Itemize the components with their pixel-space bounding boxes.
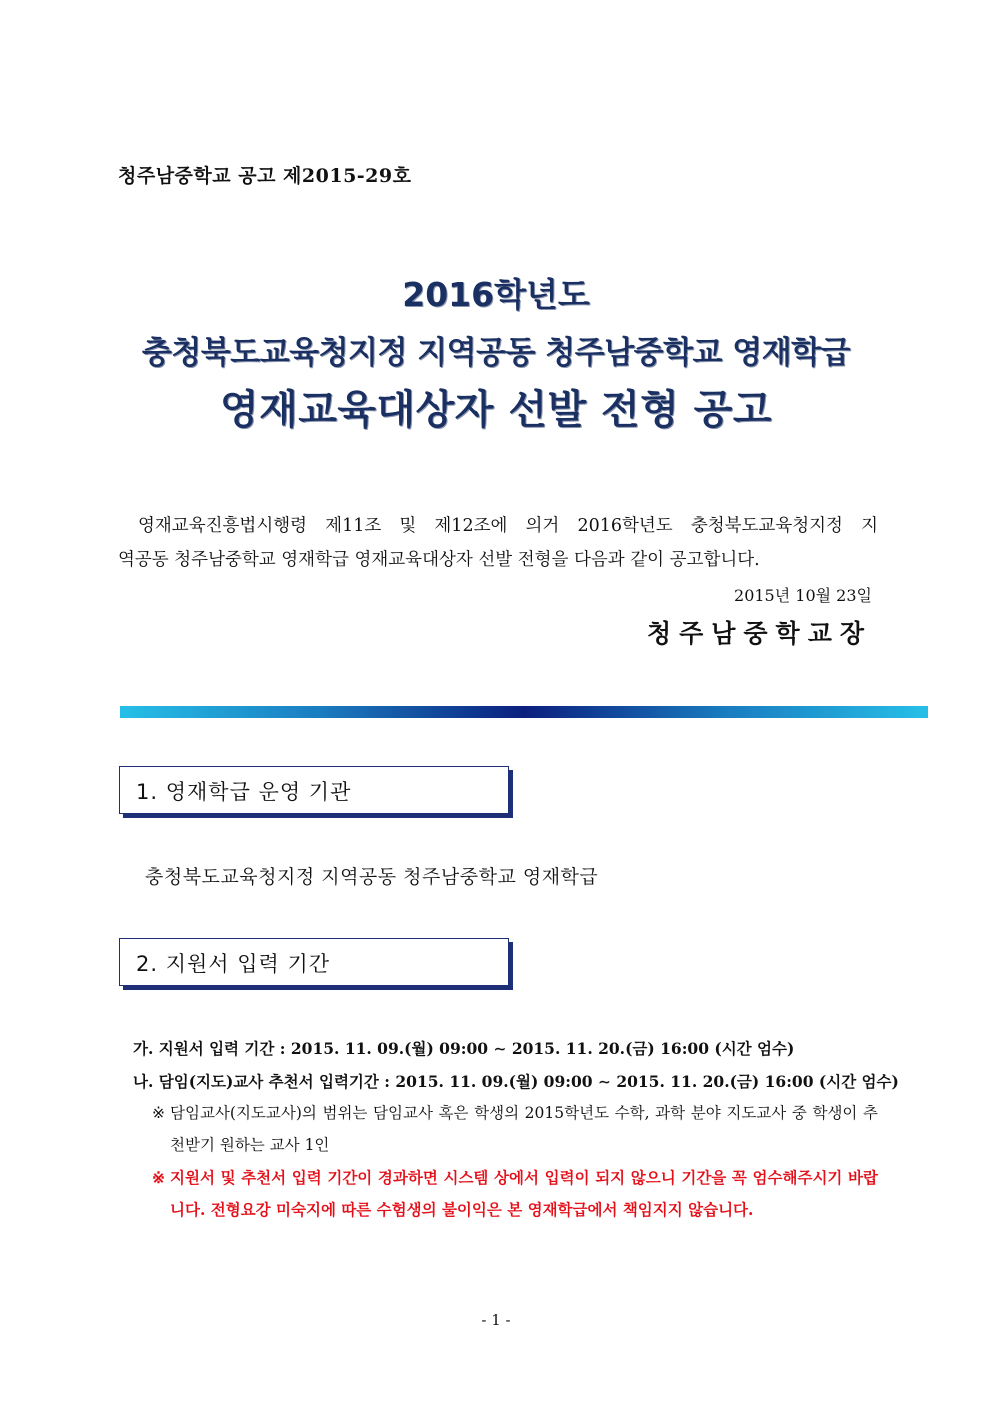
section-heading-1 — [119, 766, 509, 814]
title-main: 영재교육대상자 선발 전형 공고 — [219, 387, 773, 433]
reference-mark-icon: ※ — [152, 1104, 165, 1122]
note-deadline-warning-text: 지원서 및 추천서 입력 기간이 경과하면 시스템 상에서 입력이 되지 않으니 기간을 꼭 엄수해주시기 바랍니다. 전형요강 미숙지에 따른 수험생의 불이익은 본 영재학급에서 책임지지 않습니다. — [170, 1168, 878, 1219]
list-item-application-period: 가. 지원서 입력 기간 : 2015. 11. 09.(월) 09:00 ∼ 2015. 11. 20.(금) 16:00 (시간 엄수) — [133, 1039, 795, 1058]
section-heading-2 — [119, 938, 509, 986]
section-heading-1-text: 1. 영재학급 운영 기관 — [136, 780, 352, 804]
list-item-recommendation-period: 나. 담임(지도)교사 추천서 입력기간 : 2015. 11. 09.(월) 09:00 ∼ 2015. 11. 20.(금) 16:00 (시간 엄수) — [133, 1072, 899, 1091]
note-deadline-warning — [152, 1162, 878, 1226]
intro-line-1: 영재교육진흥법시행령 제11조 및 제12조에 의거 2016학년도 충청북도교육청지정 지 — [138, 516, 878, 536]
intro-line-2: 역공동 청주남중학교 영재학급 영재교육대상자 선발 전형을 다음과 같이 공고합니다. — [118, 550, 760, 570]
note-teacher-scope-text: 담임교사(지도교사)의 범위는 담임교사 혹은 학생의 2015학년도 수학, 과학 분야 지도교사 중 학생이 추천받기 원하는 교사 1인 — [170, 1104, 878, 1154]
note-teacher-scope — [152, 1097, 878, 1161]
reference-mark-icon: ※ — [152, 1168, 165, 1187]
section-1-body: 충청북도교육청지정 지역공동 청주남중학교 영재학급 — [145, 866, 599, 888]
intro-paragraph — [118, 509, 878, 577]
section-heading-2-text: 2. 지원서 입력 기간 — [136, 952, 331, 976]
notice-date: 2015년 10월 23일 — [734, 586, 872, 605]
divider-bar — [120, 706, 928, 718]
title-year: 2016학년도 — [402, 275, 590, 314]
page-number: - 1 - — [481, 1311, 511, 1329]
title-institution: 충청북도교육청지정 지역공동 청주남중학교 영재학급 — [141, 335, 851, 371]
principal-signature: 청주남중학교장 — [646, 619, 872, 648]
notice-number: 청주남중학교 공고 제2015-29호 — [118, 165, 412, 187]
